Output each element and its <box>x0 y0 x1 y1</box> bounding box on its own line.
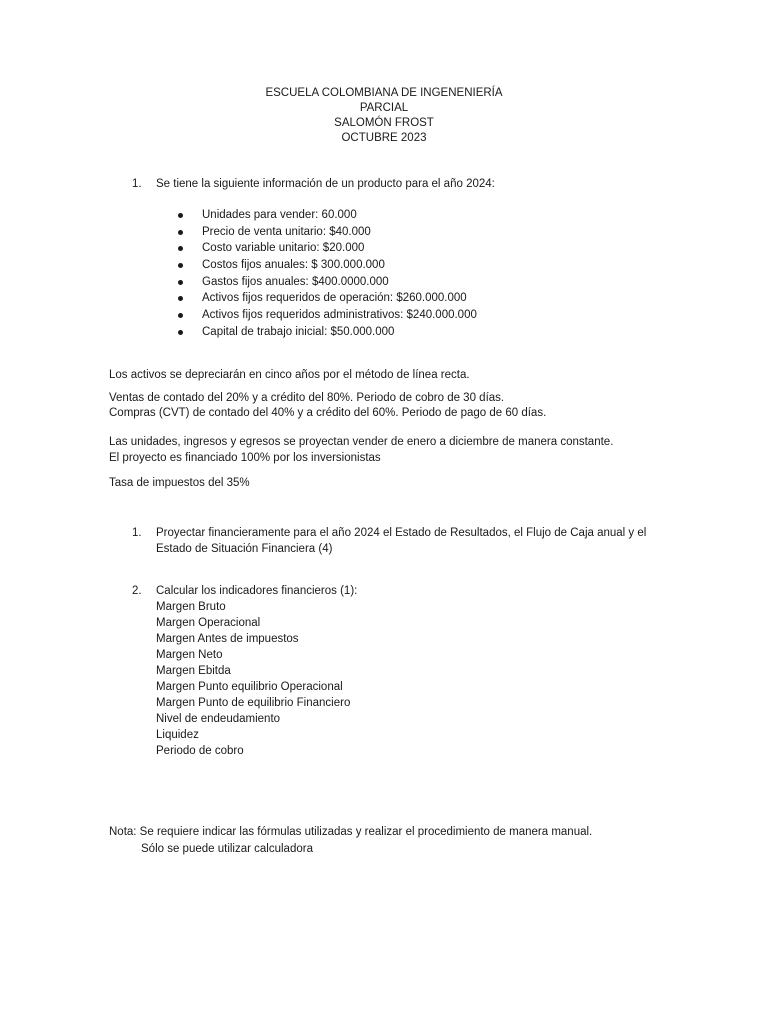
list-item: Liquidez <box>156 729 199 741</box>
list-item <box>178 224 477 241</box>
question-1-number: 1. <box>132 178 142 190</box>
school-name: ESCUELA COLOMBIANA DE INGENENIERÍA <box>265 87 503 99</box>
list-item-text: Activos fijos requeridos administrativos: $240.000.000 <box>202 309 477 322</box>
list-item: Margen Bruto <box>156 601 226 613</box>
document-header <box>0 86 768 146</box>
bullet-icon <box>178 280 183 285</box>
bullet-icon <box>178 263 183 268</box>
depreciation-paragraph: Los activos se depreciarán en cinco años por el método de línea recta. <box>109 369 470 381</box>
list-item-text: Costos fijos anuales: $ 300.000.000 <box>202 259 385 272</box>
list-item: Margen Antes de impuestos <box>156 633 299 645</box>
list-item: Margen Punto de equilibrio Financiero <box>156 697 351 709</box>
list-item-text: Capital de trabajo inicial: $50.000.000 <box>202 325 395 338</box>
list-item-text: Precio de venta unitario: $40.000 <box>202 225 371 238</box>
bullet-icon <box>178 313 183 318</box>
list-item-text: Costo variable unitario: $20.000 <box>202 242 365 255</box>
list-item: Margen Ebitda <box>156 665 231 677</box>
list-item <box>178 240 477 257</box>
task-2-body <box>156 583 676 759</box>
bullet-icon <box>178 230 183 235</box>
list-item: Nivel de endeudamiento <box>156 713 281 725</box>
task-1 <box>132 525 676 557</box>
question-1 <box>132 176 495 192</box>
task-2 <box>132 583 676 759</box>
bullet-icon <box>178 296 183 301</box>
task-1-text: Proyectar financieramente para el año 2024 el Estado de Resultados, el Flujo de Caja anual y el Estado de Situación Financiera (4) <box>156 527 647 555</box>
list-item: Margen Punto equilibrio Operacional <box>156 681 343 693</box>
list-item <box>178 257 477 274</box>
list-item: Margen Operacional <box>156 617 261 629</box>
list-item-text: Activos fijos requeridos de operación: $260.000.000 <box>202 292 467 305</box>
financing-paragraph: El proyecto es financiado 100% por los inversionistas <box>109 452 381 464</box>
purchases-paragraph: Compras (CVT) de contado del 40% y a crédito del 60%. Periodo de pago de 60 días. <box>109 407 547 419</box>
projection-paragraph: Las unidades, ingresos y egresos se proyectan vender de enero a diciembre de manera constante. <box>109 436 614 448</box>
list-item-text: Unidades para vender: 60.000 <box>202 209 357 221</box>
task-2-number: 2. <box>132 585 142 597</box>
exam-date: OCTUBRE 2023 <box>341 132 427 144</box>
list-item <box>178 290 477 307</box>
note <box>109 824 592 858</box>
list-item-text: Gastos fijos anuales: $400.0000.000 <box>202 275 389 288</box>
list-item <box>178 207 477 224</box>
note-line-2: Sólo se puede utilizar calculadora <box>141 843 313 855</box>
task-2-text: Calcular los indicadores financieros (1): <box>156 585 358 597</box>
list-item: Margen Neto <box>156 649 223 661</box>
sales-paragraph: Ventas de contado del 20% y a crédito del 80%. Periodo de cobro de 30 días. <box>109 392 505 404</box>
note-line-1: Nota: Se requiere indicar las fórmulas utilizadas y realizar el procedimiento de manera manual. <box>109 826 593 838</box>
professor-name: SALOMÓN FROST <box>334 117 434 129</box>
list-item <box>178 324 477 341</box>
list-item <box>178 307 477 324</box>
question-1-text: Se tiene la siguiente información de un producto para el año 2024: <box>156 178 495 190</box>
list-item <box>178 274 477 291</box>
list-item: Periodo de cobro <box>156 745 244 757</box>
tax-paragraph: Tasa de impuestos del 35% <box>109 477 250 489</box>
indicators-list <box>156 599 676 759</box>
bullet-icon <box>178 330 183 335</box>
bullet-icon <box>178 246 183 251</box>
task-1-number: 1. <box>132 527 142 539</box>
bullet-icon <box>178 213 183 218</box>
product-info-list <box>178 207 477 341</box>
exam-type: PARCIAL <box>359 102 409 114</box>
